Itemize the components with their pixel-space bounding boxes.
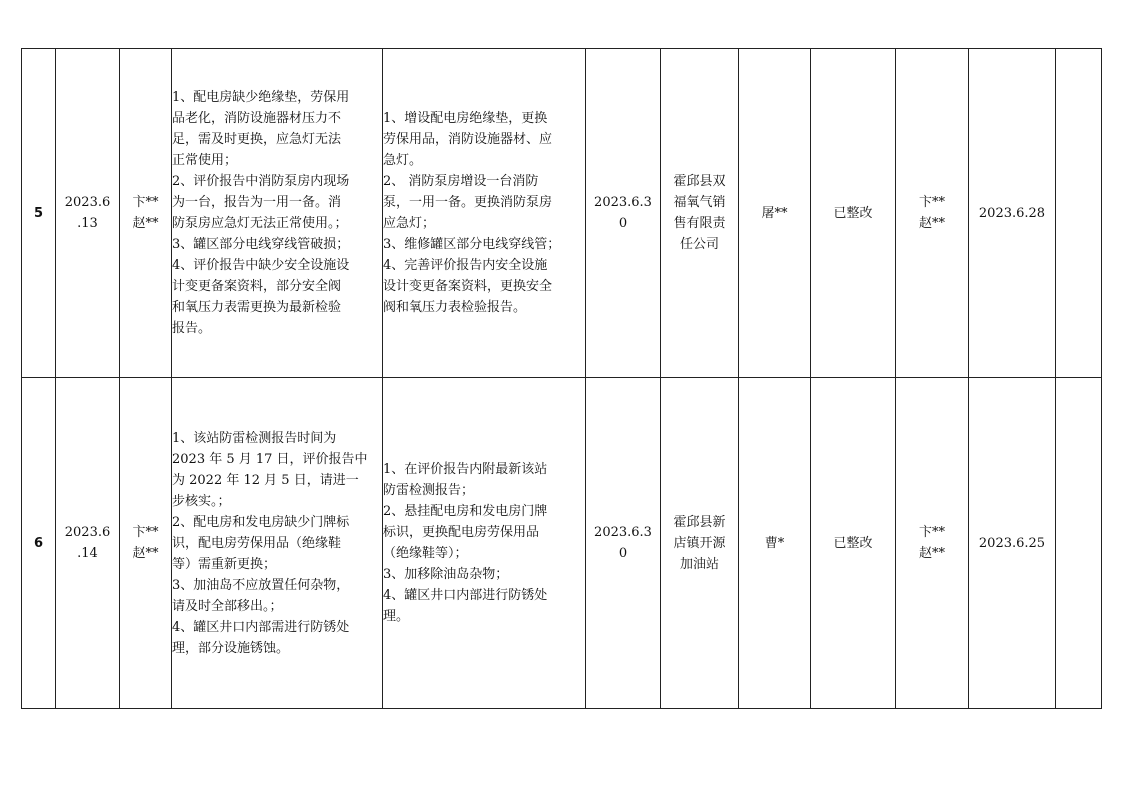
problems-cell <box>172 378 383 709</box>
cell-text-line: 3、加移除油岛杂物； <box>383 567 509 582</box>
cell-text-line: 理。 <box>383 609 410 624</box>
measures-cell <box>383 378 586 709</box>
cell-text-line: 为一台，报告为一用一备。消 <box>172 195 342 210</box>
company-cell <box>661 378 739 709</box>
cell-text-line: .13 <box>77 216 98 231</box>
cell-text-line: 卞** <box>132 195 159 210</box>
inspection-table <box>21 48 1102 709</box>
company-cell <box>661 49 739 378</box>
cell-text-line: 为 2022 年 12 月 5 日，请进一 <box>172 472 359 488</box>
cell-text-line: 2023.6 <box>64 525 111 540</box>
cell-text-line: 2023 年 5 月 17 日，评价报告中 <box>172 451 368 467</box>
cell-text-line: 足，需及时更换，应急灯无法 <box>172 132 342 147</box>
deadline-cell <box>586 49 661 378</box>
cell-text-line: 4、评价报告中缺少安全设施设 <box>172 258 350 273</box>
cell-text-line: 屠** <box>761 205 788 221</box>
cell-text-line: 理，部分设施锈蚀。 <box>172 640 290 656</box>
cell-text-line: 卞** <box>918 195 945 210</box>
cell-text-line: 霍邱县新 <box>673 514 726 530</box>
cell-text-line: 任公司 <box>679 237 719 252</box>
cell-text-line: 4、罐区井口内部进行防锈处 <box>383 588 548 603</box>
cell-text-line: 急灯。 <box>383 153 423 168</box>
cell-text-line: 3、维修罐区部分电线穿线管； <box>383 237 561 252</box>
cell-text-line: 售有限责 <box>673 216 726 231</box>
cell-text-line: 2023.6.3 <box>594 195 652 210</box>
remark-cell <box>1056 378 1102 709</box>
cell-text-line: 5 <box>33 205 44 221</box>
cell-text-line: 2023.6 <box>64 195 111 210</box>
cell-text-line: 阀和氧压力表检验报告。 <box>383 300 527 315</box>
cell-text-line: 加油站 <box>679 556 719 572</box>
cell-text-line: 4、完善评价报告内安全设施 <box>383 258 548 273</box>
cell-text-line: .14 <box>77 546 98 561</box>
cell-text-line: 劳保用品，消防设施器材、应 <box>383 132 553 147</box>
cell-text-line: （绝缘鞋等）； <box>383 546 468 561</box>
cell-text-line: 赵** <box>132 546 159 561</box>
cell-text-line: 已整改 <box>833 535 873 551</box>
cell-text-line: 赵** <box>918 546 945 561</box>
cell-text-line: 6 <box>33 535 44 551</box>
cell-text-line: 卞** <box>918 525 945 540</box>
cell-text-line: 防泵房应急灯无法正常使用。； <box>172 216 348 231</box>
inspectors-cell <box>120 378 172 709</box>
cell-text-line: 识，配电房劳保用品（绝缘鞋 <box>172 535 342 551</box>
cell-text-line: 2023.6.28 <box>978 205 1046 221</box>
cell-text-line: 福氧气销 <box>673 195 726 210</box>
cell-text-line: 赵** <box>132 216 159 231</box>
row-number-cell <box>22 49 56 378</box>
cell-text-line: 计变更备案资料，部分安全阀 <box>172 279 342 294</box>
responsible-cell <box>739 378 811 709</box>
inspectors-cell <box>120 49 172 378</box>
cell-text-line: 0 <box>618 216 628 231</box>
cell-text-line: 赵** <box>918 216 945 231</box>
measures-cell <box>383 49 586 378</box>
deadline-cell <box>586 378 661 709</box>
cell-text-line: 请及时全部移出。； <box>172 598 283 614</box>
cell-text-line: 防雷检测报告； <box>383 483 475 498</box>
cell-text-line: 正常使用； <box>172 153 238 168</box>
verifiers-cell <box>896 378 969 709</box>
cell-text-line: 应急灯； <box>383 216 436 231</box>
cell-text-line: 0 <box>618 546 628 561</box>
check-date-cell <box>56 49 120 378</box>
cell-text-line: 设计变更备案资料，更换安全 <box>383 279 553 294</box>
cell-text-line: 报告。 <box>172 321 212 336</box>
status-cell <box>811 49 896 378</box>
table-row <box>22 378 1102 709</box>
cell-text-line: 品老化，消防设施器材压力不 <box>172 111 342 126</box>
responsible-cell <box>739 49 811 378</box>
table-row <box>22 49 1102 378</box>
verify-date-cell <box>969 49 1056 378</box>
cell-text-line: 2、 消防泵房增设一台消防 <box>383 174 539 189</box>
cell-text-line: 1、该站防雷检测报告时间为 <box>172 430 337 446</box>
cell-text-line: 4、罐区井口内部需进行防锈处 <box>172 619 350 635</box>
cell-text-line: 泵，一用一备。更换消防泵房 <box>383 195 553 210</box>
cell-text-line: 步核实。； <box>172 493 231 509</box>
cell-text-line: 已整改 <box>833 205 873 221</box>
cell-text-line: 2、评价报告中消防泵房内现场 <box>172 174 350 189</box>
cell-text-line: 3、罐区部分电线穿线管破损； <box>172 237 350 252</box>
cell-text-line: 1、增设配电房绝缘垫，更换 <box>383 111 548 126</box>
cell-text-line: 霍邱县双 <box>673 174 726 189</box>
cell-text-line: 1、在评价报告内附最新该站 <box>383 462 548 477</box>
remark-cell <box>1056 49 1102 378</box>
verifiers-cell <box>896 49 969 378</box>
cell-text-line: 等）需重新更换； <box>172 556 277 572</box>
verify-date-cell <box>969 378 1056 709</box>
cell-text-line: 2023.6.3 <box>594 525 652 540</box>
cell-text-line: 曹* <box>764 535 785 551</box>
cell-text-line: 3、加油岛不应放置任何杂物， <box>172 577 350 593</box>
cell-text-line: 标识，更换配电房劳保用品 <box>383 525 540 540</box>
cell-text-line: 1、配电房缺少绝缘垫，劳保用 <box>172 90 350 105</box>
status-cell <box>811 378 896 709</box>
cell-text-line: 和氧压力表需更换为最新检验 <box>172 300 342 315</box>
cell-text-line: 2、悬挂配电房和发电房门牌 <box>383 504 548 519</box>
cell-text-line: 店镇开源 <box>673 535 726 551</box>
row-number-cell <box>22 378 56 709</box>
cell-text-line: 2、配电房和发电房缺少门牌标 <box>172 514 350 530</box>
cell-text-line: 卞** <box>132 525 159 540</box>
cell-text-line: 2023.6.25 <box>978 535 1046 551</box>
problems-cell <box>172 49 383 378</box>
check-date-cell <box>56 378 120 709</box>
